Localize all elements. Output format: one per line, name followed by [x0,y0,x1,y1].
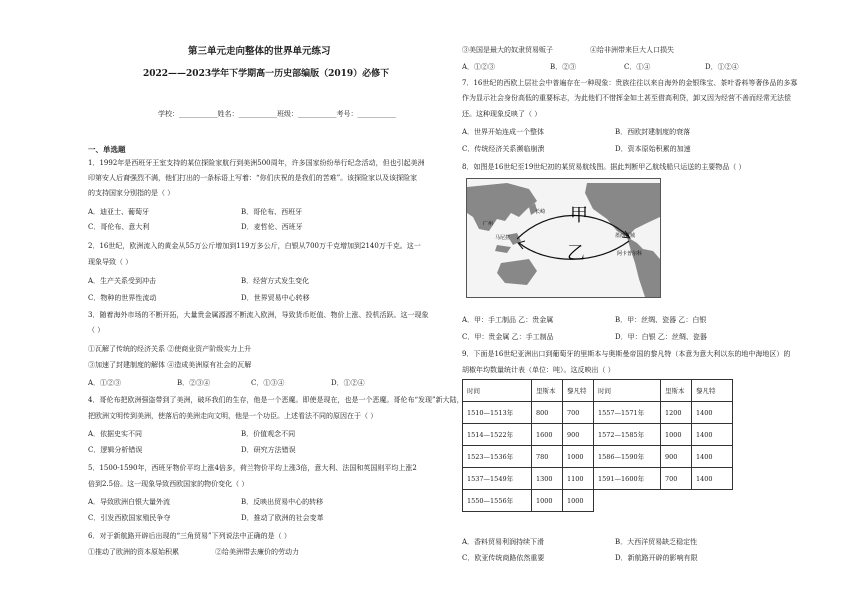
q9-option-d[interactable]: D．新航路开辟的影响有限 [615,554,698,562]
q8-option-a[interactable]: A．甲：手工制品 乙：贵金属 [462,316,554,324]
q3-option-a[interactable]: A．①②③ [88,379,122,387]
table-cell: 780 [532,446,563,468]
q6-statement-1: ①推动了欧洲的资本原始积累 [88,548,179,556]
q4-option-c[interactable]: C．逻辑分析错误 [88,446,143,454]
q2-option-b[interactable]: B．经营方式发生变化 [241,277,310,285]
q4-option-a[interactable]: A．依据史实不同 [88,430,143,438]
q6-option-a[interactable]: A．①②③ [462,63,496,71]
table-cell-empty [661,490,692,512]
table-cell: 700 [563,402,594,424]
q8-option-b[interactable]: B．甲：丝绸、瓷器 乙：白银 [615,316,707,324]
table-cell: 1200 [661,402,692,424]
q9-stem-line1: 9．下面是16世纪亚洲出口到葡萄牙的里斯本与奥斯曼帝国的黎凡特（本意为意大利以东的地中海地区）的 [462,350,791,358]
q8-option-d[interactable]: D．甲：白银 乙：丝绸、瓷器 [615,333,707,341]
q1-option-a[interactable]: A．迪亚士、葡萄牙 [88,208,150,216]
map-place-nagasaki: 长崎 [535,209,546,215]
q6-option-d[interactable]: D．①②④ [705,63,739,71]
table-cell: 800 [532,402,563,424]
table-cell: 1400 [692,402,733,424]
table-cell: 1586—1590年 [594,446,661,468]
map-place-manila: 马尼拉 [495,235,511,241]
table-cell: 1300 [532,468,563,490]
table-cell: 1000 [563,446,594,468]
table-cell: 1572—1585年 [594,424,661,446]
q4-stem-line2: 把欧洲文明传到美洲，使落后的美洲走向文明，他是一个功臣。上述看法不同的原因在于（ ） [88,412,378,420]
q3-stem-line2: （ ） [88,326,105,334]
q1-option-c[interactable]: C．哥伦布、意大利 [88,223,150,231]
q7-stem-line2: 作为显示社会身份高低的重要标志，为此他们不惜挥金如土甚至借高利贷，卸又因为经营不善而经常无法偿 [462,94,791,102]
map-label-jia: 甲 [570,205,588,225]
table-cell: 1550—1556年 [463,490,532,512]
q4-option-b[interactable]: B．价值观念不同 [241,430,296,438]
table-header-cell: 黎凡特 [563,380,594,402]
table-row [463,490,733,512]
trade-route-map [466,178,661,298]
table-row [463,468,733,490]
q7-option-b[interactable]: B．西欧封建制度的衰落 [615,128,691,136]
map-place-mexico-city: 墨西哥城 [615,233,636,239]
table-header-cell: 时间 [463,380,532,402]
table-cell: 1537—1549年 [463,468,532,490]
section-heading: 一、单选题 [88,145,126,154]
trade-route-map-svg [467,179,660,297]
exam-title: 第三单元走向整体的世界单元练习 [188,46,331,57]
exam-subtitle: 2022——2023学年下学期高一历史部编版（2019）必修下 [143,69,390,79]
q9-option-c[interactable]: C．欧亚传统商路依然重要 [462,554,545,562]
q3-statement-line2: ③加速了封建制度的解体 ④造成美洲原有社会的瓦解 [88,361,252,369]
table-cell: 1000 [532,490,563,512]
table-row [463,424,733,446]
q6-option-c[interactable]: C．①④ [624,63,651,71]
table-cell: 1591—1600年 [594,468,661,490]
table-cell: 1557—1571年 [594,402,661,424]
q2-stem-line1: 2．16世纪，欧洲流入的黄金从55万公斤增加到119万多公斤，白银从700万千克增加到2140万千克。这一 [88,242,421,250]
table-cell: 1514—1522年 [463,424,532,446]
q3-stem-line1: 3．随着海外市场的不断开拓，大量贵金属源源不断流入欧洲，导致货币贬值、物价上涨、投机活跃。这一现象 [88,311,429,319]
table-cell: 1600 [532,424,563,446]
table-cell: 900 [563,424,594,446]
q2-option-a[interactable]: A．生产关系受到冲击 [88,277,157,285]
map-place-guangzhou: 广州 [483,221,494,227]
table-cell: 1100 [563,468,594,490]
q1-stem-line2: 印第安人后裔强烈不满，他们打出的一条标语上写着：“你们庆祝的是我们的苦难”。该探险家以及该探险家 [88,174,418,182]
q2-stem-line2: 现象导致（ ） [88,258,133,266]
q2-option-c[interactable]: C．物种的世界性流动 [88,294,157,302]
table-cell-empty [594,490,661,512]
q3-option-d[interactable]: D．①②④ [331,379,365,387]
table-cell: 1000 [661,424,692,446]
table-cell: 1000 [563,490,594,512]
table-header-cell: 黎凡特 [692,380,733,402]
table-row [463,446,733,468]
map-place-acapulco: 阿卡普尔科 [617,251,643,257]
table-cell: 900 [661,446,692,468]
q8-stem: 8．如图是16世纪至19世纪初的某贸易航线图。据此判断甲乙航线船只运送的主要物品（ ） [462,163,746,171]
q9-stem-line2: 胡椒年均数量统计表（单位：吨）。这反映出（ ） [462,366,615,374]
q3-option-c[interactable]: C．①③④ [251,379,285,387]
table-header-cell: 时间 [594,380,661,402]
q5-stem-line1: 5．1500-1590年，西班牙物价平均上涨4倍多，荷兰物价平均上涨3倍，意大利、法国和英国则平均上涨2 [88,464,417,472]
table-cell: 1400 [692,468,733,490]
pepper-volume-table [462,379,733,512]
q2-option-d[interactable]: D．世界贸易中心转移 [241,294,310,302]
q7-option-a[interactable]: A．世界开始连成一个整体 [462,128,545,136]
q7-stem-line3: 还。这种现象反映了（ ） [462,110,542,118]
q5-option-b[interactable]: B．反映出贸易中心的转移 [241,498,324,506]
q7-stem-line1: 7．16世纪的西欧上层社会中普遍存在一种现象：贵族往往以来自海外的金银珠宝、茶叶香料等奢侈品的多寡 [462,79,798,87]
q5-option-a[interactable]: A．导致欧洲白银大量外流 [88,498,171,506]
q9-option-b[interactable]: B．大西洋贸易缺乏稳定性 [615,538,698,546]
q6-statement-4: ④给非洲带来巨大人口损失 [590,46,674,54]
q7-option-d[interactable]: D．资本原始积累的加速 [615,145,691,153]
q5-option-d[interactable]: D．推动了欧洲的社会变革 [241,514,324,522]
q5-stem-line2: 倍到2.5倍。这一现象导致西欧国家的物价变化（ ） [88,480,249,488]
q6-statement-2: ②给美洲带去廉价的劳动力 [215,548,299,556]
table-cell: 1523—1536年 [463,446,532,468]
table-header-cell: 里斯本 [661,380,692,402]
table-header-cell: 里斯本 [532,380,563,402]
table-cell: 1510—1513年 [463,402,532,424]
student-info-line: 学校：___________姓名：___________班级：___________考号：___________ [158,110,396,118]
q9-option-a[interactable]: A．香料贸易利润持续下滑 [462,538,545,546]
q1-option-b[interactable]: B．哥伦布、西班牙 [241,208,303,216]
q4-stem-line1: 4．哥伦布把欧洲强盗带到了美洲，破坏我们的生存，他是一个恶魔。即使是现在，也是一个恶魔。哥伦布“发现”新大陆， [88,396,464,404]
table-cell-empty [692,490,733,512]
table-header-row [463,380,733,402]
q6-stem: 6．对于新航路开辟后出现的“三角贸易”下列说法中正确的是（ ） [88,532,291,540]
map-label-yi: 乙 [567,243,585,263]
q8-option-c[interactable]: C．甲：贵金属 乙：手工制品 [462,333,554,341]
q3-statement-line1: ①瓦解了传统的经济关系 ②使商业资产阶级实力上升 [88,345,252,353]
q3-option-b[interactable]: B．②③④ [177,379,211,387]
q1-stem-line1: 1．1992年是西班牙王室支持的某位探险家航行到美洲500周年，许多国家纷纷举行纪念活动，但也引起美洲 [88,159,425,167]
q6-option-b[interactable]: B．②③ [550,63,577,71]
table-cell: 1400 [692,424,733,446]
q1-stem-line3: 的支持国家分别指的是（ ） [88,189,175,197]
table-row [463,402,733,424]
q1-option-d[interactable]: D．麦哲伦、西班牙 [241,223,303,231]
table-cell: 700 [661,468,692,490]
q6-statement-3: ③美国是最大的奴隶贸易贩子 [462,46,553,54]
q7-option-c[interactable]: C．传统经济关系濒临崩溃 [462,145,545,153]
table-cell: 1400 [692,446,733,468]
q5-option-c[interactable]: C．引发西欧国家殖民争夺 [88,514,171,522]
q4-option-d[interactable]: D．研究方法错误 [241,446,296,454]
